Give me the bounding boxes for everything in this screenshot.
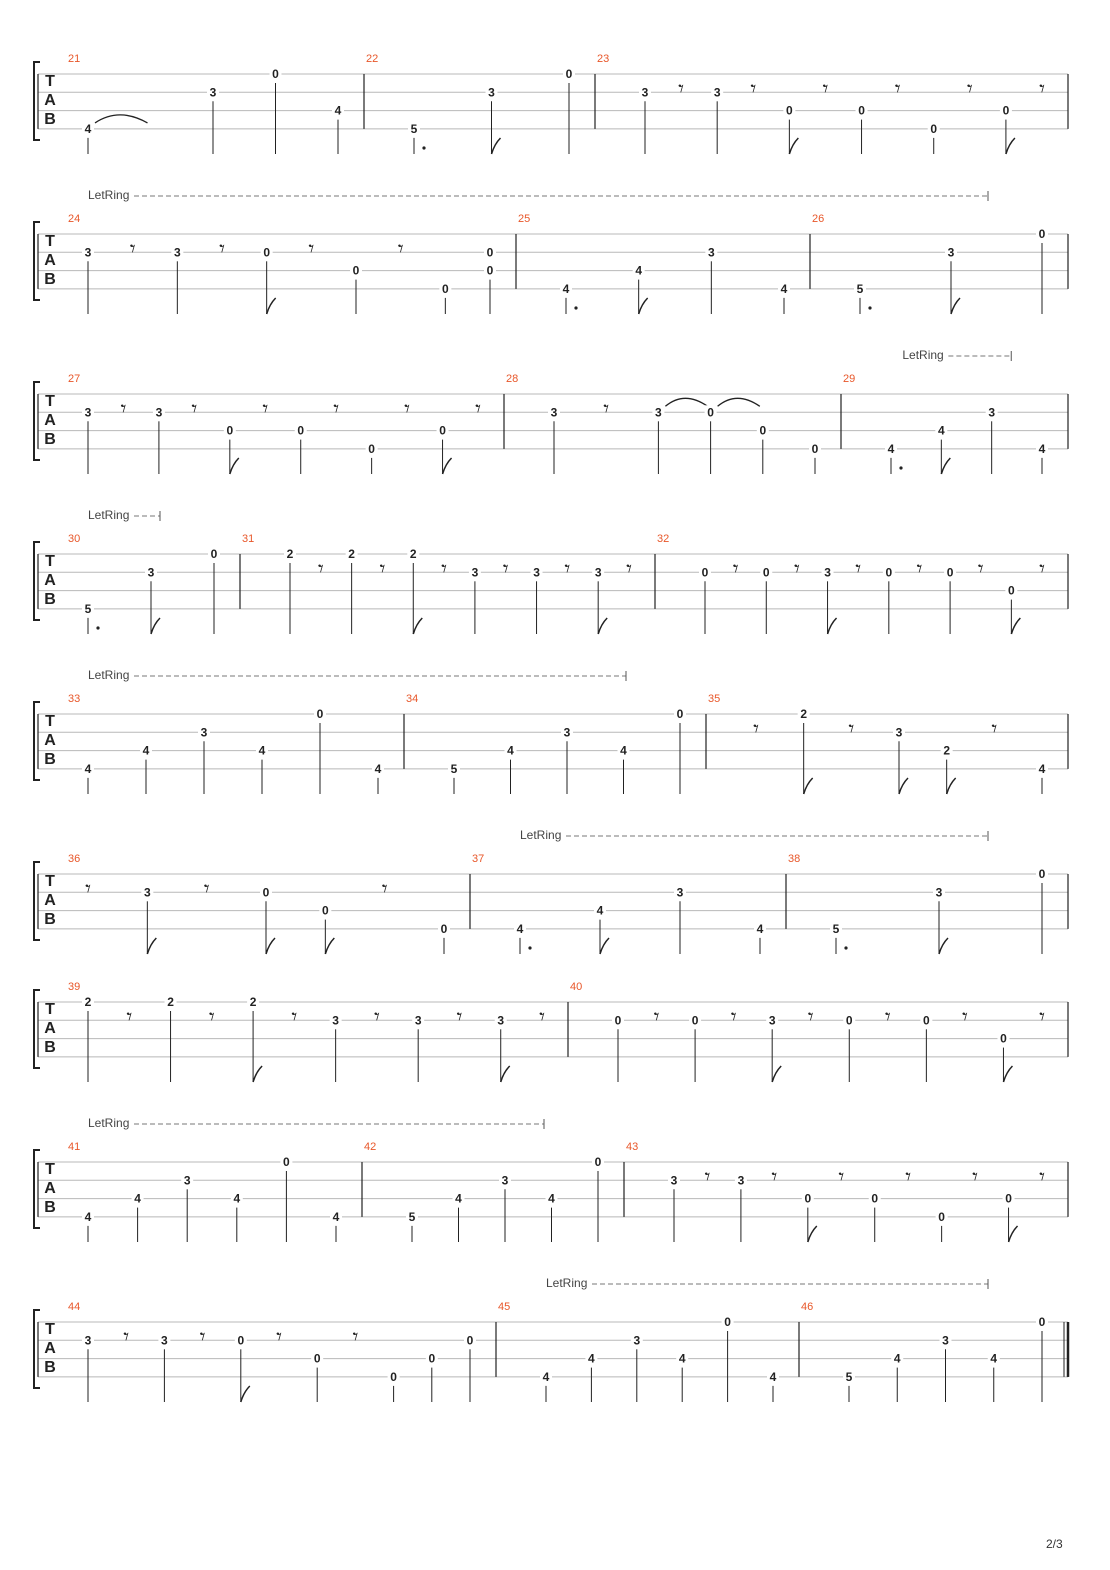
fret-number: 3 (550, 405, 558, 420)
fret-number: 0 (283, 1155, 290, 1169)
eighth-rest: 𝄾 (1039, 1005, 1045, 1030)
fret-number: 3 (533, 565, 540, 580)
note-flag (598, 618, 607, 634)
let-ring-label: LetRing (902, 348, 944, 362)
fret-number: 0 (486, 245, 494, 260)
fret-number: 4 (84, 1209, 92, 1224)
eighth-rest: 𝄾 (678, 77, 685, 102)
fret-number: 0 (946, 565, 954, 580)
eighth-rest: 𝄾 (750, 77, 757, 102)
fret-number: 0 (701, 565, 709, 580)
fret-number: 2 (800, 707, 808, 721)
eighth-rest: 𝄾 (753, 717, 759, 742)
tab-clef-letter: T (45, 73, 55, 90)
fret-number: 5 (410, 121, 418, 136)
measure-number: 34 (406, 693, 419, 705)
measure-number: 45 (498, 1301, 511, 1313)
tab-clef-letter: T (45, 233, 55, 250)
duration-dot (574, 306, 577, 309)
eighth-rest: 𝄾 (123, 1325, 130, 1350)
fret-number: 3 (209, 85, 217, 100)
eighth-rest: 𝄾 (352, 1325, 359, 1350)
eighth-rest: 𝄾 (838, 1165, 845, 1190)
fret-number: 0 (614, 1013, 622, 1028)
eighth-rest: 𝄾 (894, 77, 901, 102)
fret-number: 0 (262, 885, 270, 900)
measure-number: 42 (364, 1141, 377, 1153)
fret-number: 0 (1000, 1031, 1007, 1046)
note-flag (253, 1066, 262, 1082)
fret-number: 0 (368, 441, 375, 456)
tab-clef-letter: A (44, 892, 56, 909)
fret-number: 4 (84, 761, 92, 776)
fret-number: 4 (769, 1369, 777, 1384)
tab-clef-letter: B (44, 911, 56, 928)
eighth-rest: 𝄾 (199, 1325, 206, 1350)
measure-number: 25 (518, 213, 531, 225)
fret-number: 0 (1002, 103, 1010, 118)
fret-number: 3 (497, 1013, 505, 1028)
eighth-rest: 𝄾 (373, 1005, 380, 1030)
eighth-rest: 𝄾 (848, 717, 855, 742)
fret-number: 3 (84, 1333, 92, 1348)
fret-number: 5 (856, 281, 864, 296)
note-flag (1011, 618, 1020, 634)
eighth-rest: 𝄾 (120, 397, 127, 422)
tab-clef-letter: T (45, 553, 55, 570)
fret-number: 4 (233, 1191, 241, 1206)
measure-number: 33 (68, 693, 81, 705)
eighth-rest: 𝄾 (977, 557, 984, 582)
measure-number: 37 (472, 853, 485, 865)
note-flag (267, 298, 276, 314)
tab-clef-letter: B (44, 751, 56, 768)
note-flag (1003, 1066, 1012, 1082)
measure-number: 24 (68, 213, 81, 225)
measure-number: 38 (788, 853, 801, 865)
fret-number: 3 (563, 725, 571, 740)
tab-clef-letter: A (44, 252, 56, 269)
eighth-rest: 𝄾 (203, 877, 210, 902)
fret-number: 0 (313, 1351, 321, 1366)
eighth-rest: 𝄾 (475, 397, 481, 422)
fret-number: 4 (635, 263, 643, 278)
duration-dot (528, 946, 531, 949)
eighth-rest: 𝄾 (653, 1005, 660, 1030)
fret-number: 0 (352, 263, 360, 278)
duration-dot (844, 946, 847, 949)
fret-number: 3 (768, 1013, 776, 1028)
fret-number: 3 (676, 885, 684, 900)
eighth-rest: 𝄾 (333, 397, 340, 422)
fret-number: 0 (923, 1013, 930, 1028)
eighth-rest: 𝄾 (1039, 557, 1045, 582)
fret-number: 0 (804, 1191, 812, 1206)
tab-clef-letter: B (44, 111, 56, 128)
fret-number: 3 (633, 1333, 641, 1348)
fret-number: 2 (348, 547, 355, 561)
eighth-rest: 𝄾 (732, 557, 739, 582)
fret-number: 4 (332, 1209, 340, 1224)
fret-number: 4 (542, 1369, 550, 1384)
staff-system-6 (34, 828, 1068, 954)
fret-number: 4 (756, 921, 764, 936)
fret-number: 4 (455, 1191, 462, 1206)
fret-number: 0 (486, 263, 494, 278)
eighth-rest: 𝄾 (884, 1005, 891, 1030)
let-ring-label: LetRing (546, 1276, 588, 1290)
fret-number: 4 (937, 423, 945, 438)
let-ring-label: LetRing (88, 508, 130, 522)
staff-system-9 (34, 1276, 1068, 1402)
fret-number: 5 (84, 601, 92, 616)
fret-number: 3 (143, 885, 151, 900)
fret-number: 4 (780, 281, 788, 296)
measure-number: 44 (68, 1301, 81, 1313)
fret-number: 3 (501, 1173, 509, 1188)
fret-number: 3 (824, 565, 831, 580)
note-flag (804, 778, 813, 794)
eighth-rest: 𝄾 (972, 1165, 979, 1190)
eighth-rest: 𝄾 (966, 77, 973, 102)
fret-number: 2 (286, 547, 294, 561)
note-flag (325, 938, 334, 954)
fret-number: 0 (724, 1315, 731, 1329)
eighth-rest: 𝄾 (126, 1005, 133, 1030)
note-flag (772, 1066, 781, 1082)
tab-clef-letter: T (45, 873, 55, 890)
eighth-rest: 𝄾 (704, 1165, 711, 1190)
page-number: 2/3 (1046, 1537, 1063, 1551)
fret-number: 3 (641, 85, 649, 100)
fret-number: 4 (893, 1351, 901, 1366)
fret-number: 0 (811, 441, 819, 456)
tab-clef-letter: A (44, 412, 56, 429)
tab-clef-letter: B (44, 271, 56, 288)
fret-number: 0 (466, 1333, 474, 1348)
eighth-rest: 𝄾 (379, 557, 386, 582)
fret-number: 0 (316, 707, 324, 721)
fret-number: 0 (845, 1013, 853, 1028)
fret-number: 3 (200, 725, 208, 740)
fret-number: 5 (408, 1209, 416, 1224)
fret-number: 3 (84, 245, 92, 260)
fret-number: 3 (988, 405, 996, 420)
fret-number: 3 (414, 1013, 422, 1028)
tab-clef-letter: T (45, 713, 55, 730)
fret-number: 4 (374, 761, 382, 776)
note-flag (492, 138, 501, 154)
fret-number: 0 (938, 1209, 945, 1224)
measure-number: 43 (626, 1141, 639, 1153)
tab-clef-letter: A (44, 572, 56, 589)
tie-arc (718, 398, 760, 406)
measure-number: 36 (68, 853, 81, 865)
fret-number: 0 (759, 423, 767, 438)
eighth-rest: 𝄾 (502, 557, 509, 582)
fret-number: 4 (134, 1191, 141, 1206)
note-flag (899, 778, 908, 794)
note-flag (230, 458, 239, 474)
fret-number: 5 (450, 761, 458, 776)
fret-number: 0 (594, 1155, 602, 1169)
duration-dot (868, 306, 871, 309)
eighth-rest: 𝄾 (991, 717, 998, 742)
let-ring-label: LetRing (88, 1116, 130, 1130)
fret-number: 3 (594, 565, 602, 580)
fret-number: 3 (737, 1173, 745, 1188)
fret-number: 0 (565, 67, 573, 81)
fret-number: 0 (321, 903, 329, 918)
fret-number: 0 (210, 547, 218, 561)
fret-number: 0 (1038, 867, 1046, 881)
fret-number: 5 (845, 1369, 853, 1384)
duration-dot (422, 146, 425, 149)
eighth-rest: 𝄾 (381, 877, 388, 902)
fret-number: 4 (1038, 761, 1046, 776)
fret-number: 0 (930, 121, 938, 136)
note-flag (951, 298, 960, 314)
eighth-rest: 𝄾 (793, 557, 800, 582)
staff-system-3 (34, 348, 1068, 474)
measure-number: 40 (570, 981, 583, 993)
eighth-rest: 𝄾 (1039, 77, 1045, 102)
fret-number: 4 (596, 903, 604, 918)
measure-number: 27 (68, 373, 81, 385)
fret-number: 4 (142, 743, 150, 758)
fret-number: 0 (676, 707, 684, 721)
eighth-rest: 𝄾 (822, 77, 829, 102)
fret-number: 2 (167, 995, 174, 1009)
eighth-rest: 𝄾 (441, 557, 448, 582)
let-ring-label: LetRing (88, 188, 130, 202)
fret-number: 0 (1008, 583, 1015, 598)
fret-number: 5 (832, 921, 840, 936)
let-ring-label: LetRing (520, 828, 562, 842)
fret-number: 0 (297, 423, 305, 438)
tab-clef-letter: A (44, 92, 56, 109)
eighth-rest: 𝄾 (404, 397, 411, 422)
fret-number: 3 (332, 1013, 339, 1028)
fret-number: 0 (1038, 227, 1046, 241)
fret-number: 0 (440, 921, 448, 936)
eighth-rest: 𝄾 (129, 237, 136, 262)
fret-number: 3 (707, 245, 715, 260)
measure-number: 46 (801, 1301, 814, 1313)
eighth-rest: 𝄾 (730, 1005, 737, 1030)
eighth-rest: 𝄾 (397, 237, 404, 262)
fret-number: 3 (488, 85, 495, 100)
eighth-rest: 𝄾 (855, 557, 862, 582)
note-flag (147, 938, 156, 954)
fret-number: 4 (620, 743, 627, 758)
note-flag (639, 298, 648, 314)
tab-clef-letter: T (45, 1161, 55, 1178)
fret-number: 0 (263, 245, 271, 260)
tab-clef-letter: T (45, 1321, 55, 1338)
measure-number: 29 (843, 373, 856, 385)
fret-number: 0 (237, 1333, 245, 1348)
fret-number: 4 (258, 743, 266, 758)
tab-clef-letter: A (44, 732, 56, 749)
fret-number: 3 (713, 85, 721, 100)
note-flag (808, 1226, 817, 1242)
staff-system-7 (34, 981, 1068, 1082)
staff-system-5 (34, 668, 1068, 794)
fret-number: 4 (507, 743, 514, 758)
eighth-rest: 𝄾 (626, 557, 632, 582)
fret-number: 2 (943, 743, 951, 758)
tab-clef-letter: B (44, 431, 56, 448)
duration-dot (899, 466, 902, 469)
measure-number: 21 (68, 53, 81, 65)
eighth-rest: 𝄾 (564, 557, 571, 582)
staff-system-2 (34, 188, 1068, 314)
tie-arc (665, 398, 707, 406)
fret-number: 3 (161, 1333, 168, 1348)
tab-clef-letter: B (44, 1359, 56, 1376)
tab-clef-letter: T (45, 1001, 55, 1018)
fret-number: 0 (762, 565, 770, 580)
fret-number: 3 (670, 1173, 678, 1188)
fret-number: 4 (548, 1191, 555, 1206)
fret-number: 4 (990, 1351, 998, 1366)
fret-number: 4 (334, 103, 342, 118)
fret-number: 4 (562, 281, 570, 296)
tie-arc (95, 115, 148, 123)
eighth-rest: 𝄾 (456, 1005, 463, 1030)
fret-number: 0 (885, 565, 893, 580)
fret-number: 4 (887, 441, 895, 456)
eighth-rest: 𝄾 (916, 557, 923, 582)
fret-number: 3 (183, 1173, 191, 1188)
fret-number: 2 (409, 547, 417, 561)
fret-number: 0 (1005, 1191, 1012, 1206)
fret-number: 3 (895, 725, 903, 740)
eighth-rest: 𝄾 (191, 397, 198, 422)
fret-number: 4 (678, 1351, 686, 1366)
measure-number: 35 (708, 693, 721, 705)
fret-number: 2 (84, 995, 92, 1009)
fret-number: 0 (786, 103, 793, 118)
eighth-rest: 𝄾 (291, 1005, 298, 1030)
fret-number: 0 (439, 423, 446, 438)
tab-clef-letter: B (44, 591, 56, 608)
measure-number: 32 (657, 533, 670, 545)
eighth-rest: 𝄾 (219, 237, 225, 262)
let-ring-label: LetRing (88, 668, 130, 682)
measure-number: 30 (68, 533, 81, 545)
fret-number: 0 (226, 423, 234, 438)
measure-number: 23 (597, 53, 610, 65)
note-flag (1009, 1226, 1018, 1242)
eighth-rest: 𝄾 (85, 877, 91, 902)
note-flag (413, 618, 422, 634)
eighth-rest: 𝄾 (905, 1165, 912, 1190)
fret-number: 3 (942, 1333, 949, 1348)
fret-number: 4 (516, 921, 524, 936)
fret-number: 3 (935, 885, 943, 900)
fret-number: 3 (173, 245, 181, 260)
staff-system-8 (34, 1116, 1068, 1242)
note-flag (941, 458, 950, 474)
tab-clef-letter: B (44, 1199, 56, 1216)
measure-number: 41 (68, 1141, 81, 1153)
eighth-rest: 𝄾 (539, 1005, 545, 1030)
note-flag (600, 938, 609, 954)
eighth-rest: 𝄾 (603, 397, 610, 422)
fret-number: 0 (871, 1191, 879, 1206)
tab-clef-letter: T (45, 393, 55, 410)
note-flag (939, 938, 948, 954)
eighth-rest: 𝄾 (771, 1165, 778, 1190)
tab-clef-letter: A (44, 1020, 56, 1037)
measure-number: 26 (812, 213, 825, 225)
fret-number: 0 (272, 67, 279, 81)
note-flag (828, 618, 837, 634)
fret-number: 3 (84, 405, 92, 420)
tab-clef-letter: B (44, 1039, 56, 1056)
eighth-rest: 𝄾 (807, 1005, 814, 1030)
fret-number: 4 (588, 1351, 595, 1366)
measure-number: 39 (68, 981, 81, 993)
fret-number: 4 (1038, 441, 1046, 456)
fret-number: 0 (441, 281, 449, 296)
eighth-rest: 𝄾 (276, 1325, 282, 1350)
fret-number: 4 (84, 121, 92, 136)
note-flag (501, 1066, 510, 1082)
eighth-rest: 𝄾 (317, 557, 324, 582)
fret-number: 0 (858, 103, 865, 118)
fret-number: 3 (155, 405, 163, 420)
eighth-rest: 𝄾 (961, 1005, 968, 1030)
fret-number: 0 (1038, 1315, 1046, 1329)
measure-number: 31 (242, 533, 255, 545)
eighth-rest: 𝄾 (308, 237, 315, 262)
note-flag (241, 1386, 250, 1402)
staff-system-1 (34, 53, 1068, 154)
note-flag (151, 618, 160, 634)
tab-clef-letter: A (44, 1340, 56, 1357)
fret-number: 3 (471, 565, 479, 580)
staff-system-4 (34, 508, 1068, 634)
fret-number: 0 (428, 1351, 436, 1366)
fret-number: 0 (707, 405, 714, 420)
note-flag (266, 938, 275, 954)
fret-number: 0 (390, 1369, 397, 1384)
fret-number: 3 (947, 245, 955, 260)
fret-number: 2 (249, 995, 257, 1009)
note-flag (443, 458, 452, 474)
eighth-rest: 𝄾 (208, 1005, 215, 1030)
note-flag (789, 138, 798, 154)
measure-number: 28 (506, 373, 519, 385)
eighth-rest: 𝄾 (262, 397, 269, 422)
duration-dot (96, 626, 99, 629)
fret-number: 3 (655, 405, 662, 420)
note-flag (1006, 138, 1015, 154)
note-flag (947, 778, 956, 794)
eighth-rest: 𝄾 (1039, 1165, 1045, 1190)
fret-number: 0 (691, 1013, 699, 1028)
tab-clef-letter: A (44, 1180, 56, 1197)
fret-number: 3 (147, 565, 155, 580)
measure-number: 22 (366, 53, 379, 65)
